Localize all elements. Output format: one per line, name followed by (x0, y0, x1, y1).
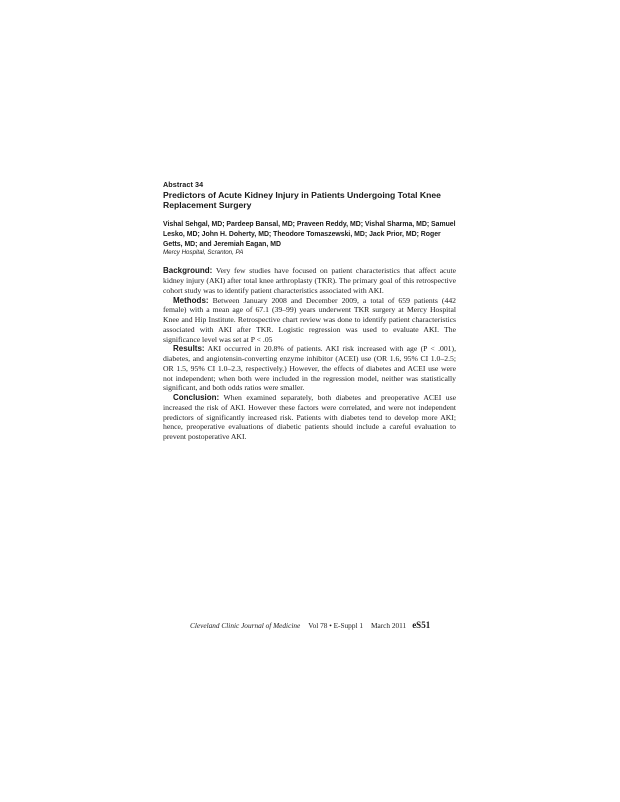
section-text: Very few studies have focused on patient characteristics that affect acute kidney injury (AKI) after total knee arthroplasty (TKR). The primary goal of this retrospective cohort study was to identify patient characteristics associated with AKI. (163, 266, 456, 295)
section-heading: Methods: (173, 295, 209, 305)
page-number: eS51 (412, 620, 431, 630)
section-heading: Conclusion: (173, 393, 220, 403)
abstract-title: Predictors of Acute Kidney Injury in Patients Undergoing Total Knee Replacement Surgery (163, 190, 441, 210)
footer-journal: Cleveland Clinic Journal of Medicine (190, 621, 301, 630)
author-list: Vishal Sehgal, MD; Pardeep Bansal, MD; Praveen Reddy, MD; Vishal Sharma, MD; Samuel Lesko, MD; John H. Doherty, MD; Theodore Tomaszewski, MD; Jack Prior, MD; Roger Getts, MD; and Jeremiah Eagan, MD (163, 221, 456, 248)
methods-section (163, 296, 456, 345)
affiliation: Mercy Hospital, Scranton, PA (163, 249, 244, 257)
section-text: When examined separately, both diabetes and preoperative ACEI use increased the risk of AKI. However these factors were correlated, and were not independent predictors of significantly increased risk. Patients with diabetes tend to develop more AKI; hence, preoperative evaluations of diabetic patients should include a careful evaluation to prevent postoperative AKI. (163, 393, 456, 442)
page-footer (190, 620, 460, 630)
footer-volume: Vol 78 • E-Suppl 1 (308, 621, 363, 630)
section-text: AKI occurred in 20.8% of patients. AKI risk increased with age (P < .001), diabetes, and angiotensin-converting enzyme inhibitor (ACEI) use (OR 1.6, 95% CI 1.0–2.5; OR 1.5, 95% CI 1.0–2.3, respectively.) However, the effects of diabetes and ACEI use were not independent; when both were included in the regression model, neither was statistically significant, and both odds ratios were smaller. (163, 344, 457, 393)
conclusion-section (163, 393, 456, 442)
section-heading: Results: (173, 344, 205, 354)
abstract-number: Abstract 34 (163, 180, 204, 189)
results-section (163, 344, 456, 393)
abstract-article (163, 180, 456, 442)
background-section (163, 266, 456, 295)
section-text: Between January 2008 and December 2009, a total of 659 patients (442 female) with a mean age of 67.1 (39–99) years underwent TKR surgery at Mercy Hospital Knee and Hip Institute. Retrospective chart review was done to identify patient characteristics associated with AKI after TKR. Logistic regression was used to evaluate AKI. The significance level was set at P < .05 (163, 295, 457, 344)
section-heading: Background: (163, 266, 213, 276)
footer-date: March 2011 (370, 621, 407, 630)
